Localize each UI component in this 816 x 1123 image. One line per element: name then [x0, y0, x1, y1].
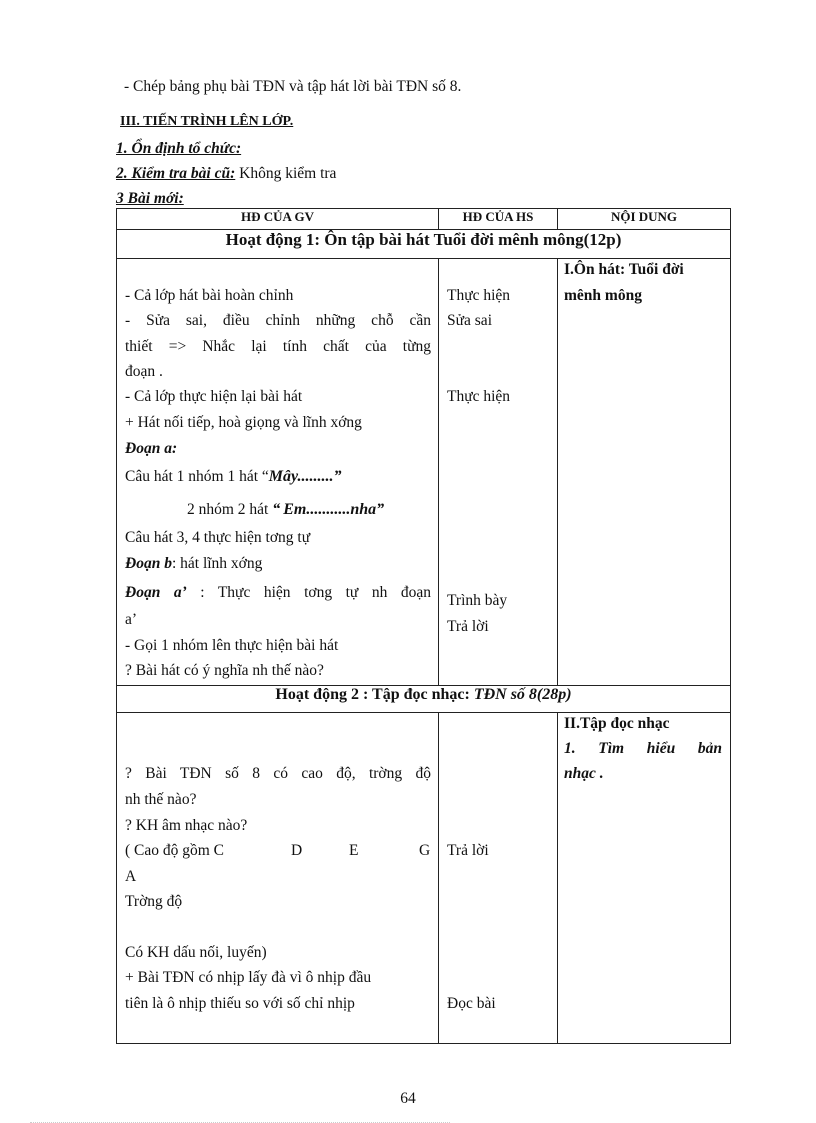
gv-line [125, 555, 262, 573]
gv-lyric: Em...........nha [283, 501, 377, 518]
gv-quote: “ [272, 501, 281, 518]
activity-2-gv-cell [117, 713, 439, 1044]
gv-note: G [419, 842, 431, 859]
activity-1-hs-cell [439, 259, 558, 686]
nd-line: 1. Tìm hiểu bản [564, 740, 722, 757]
gv-line: - Gọi 1 nhóm lên thực hiện bài hát [125, 637, 339, 654]
header-hs: HĐ CỦA HS [439, 209, 558, 230]
gv-line: ( Cao độ gồm C [125, 842, 225, 859]
hs-line: Sửa sai [447, 312, 492, 329]
gv-line: + Hát nối tiếp, hoà giọng và lĩnh xớng [125, 414, 362, 431]
activity-2-title-row [117, 686, 731, 713]
step-1-heading: 1. Ổn định tổ chức: [116, 140, 242, 157]
gv-line: thiết => Nhắc lại tính chất của từng [125, 338, 431, 355]
gv-text: : Thực hiện tơng tự nh đoạn [186, 584, 431, 601]
section-title: III. TIẾN TRÌNH LÊN LỚP. [120, 114, 294, 129]
gv-note: E [349, 842, 359, 859]
gv-quote: ” [376, 501, 385, 518]
hs-line: Thực hiện [447, 388, 511, 405]
gv-line: ? Bài TĐN số 8 có cao độ, trờng độ [125, 765, 431, 782]
gv-line: Trờng độ [125, 893, 183, 910]
gv-line: ? Bài hát có ý nghĩa nh thế nào? [125, 662, 324, 679]
nd-line: nhạc . [564, 765, 604, 782]
gv-line [125, 584, 431, 602]
gv-line [187, 501, 384, 519]
step-3-heading: 3 Bài mới: [116, 190, 184, 207]
header-gv: HĐ CỦA GV [117, 209, 439, 230]
gv-line: ? KH âm nhạc nào? [125, 817, 248, 834]
gv-line: Có KH dấu nối, luyến) [125, 944, 267, 961]
page-number: 64 [400, 1090, 416, 1107]
gv-line: + Bài TĐN có nhịp lấy đà vì ô nhịp đầu [125, 969, 372, 986]
gv-quote: ” [333, 468, 342, 485]
gv-text: 2 nhóm 2 hát [187, 501, 269, 518]
gv-line: nh thế nào? [125, 791, 197, 808]
gv-note: D [291, 842, 303, 859]
hs-line: Trình bày [447, 592, 508, 609]
nd-line: mênh mông [564, 287, 642, 304]
activity-1-nd-cell [558, 259, 731, 686]
step-2-label: 2. Kiểm tra bài cũ: [116, 165, 236, 182]
activity-2-title-italic: TĐN số 8(28p) [473, 686, 572, 703]
gv-line: Đoạn a: [125, 440, 178, 457]
gv-text: Câu hát 1 nhóm 1 hát “ [125, 468, 269, 485]
gv-line: - Cả lớp thực hiện lại bài hát [125, 388, 303, 405]
gv-lyric: Mây......... [268, 468, 334, 485]
activity-2-title [117, 686, 731, 713]
gv-label: Đoạn b [125, 555, 172, 572]
activity-2-content-row [117, 713, 731, 1044]
activity-1-content-row [117, 259, 731, 686]
hs-line: Thực hiện [447, 287, 511, 304]
activity-2-title-main: Hoạt động 2 : Tập đọc nhạc: [275, 686, 474, 703]
gv-line: Câu hát 3, 4 thực hiện tơng tự [125, 529, 311, 546]
prep-note: - Chép bảng phụ bài TĐN và tập hát lời bài TĐN số 8. [124, 78, 462, 95]
hs-line: Trả lời [447, 842, 489, 859]
activity-1-gv-cell [117, 259, 439, 686]
activity-1-title-row [117, 230, 731, 259]
gv-line: a’ [125, 611, 138, 628]
gv-line: đoạn . [125, 363, 163, 380]
step-2-text: Không kiểm tra [235, 165, 337, 182]
activity-2-nd-cell [558, 713, 731, 1044]
nd-line: II.Tập đọc nhạc [564, 715, 670, 732]
hs-line: Trả lời [447, 618, 489, 635]
gv-line: tiên là ô nhịp thiếu so với số chỉ nhịp [125, 995, 355, 1012]
gv-note: A [125, 868, 137, 885]
lesson-table [116, 208, 731, 1044]
header-nd: NỘI DUNG [558, 209, 731, 230]
step-2-heading [116, 165, 336, 183]
hs-line: Đọc bài [447, 995, 496, 1012]
nd-line: I.Ôn hát: Tuổi đời [564, 261, 684, 278]
gv-line: - Sửa sai, điều chỉnh những chỗ cần [125, 312, 431, 329]
table-header-row [117, 209, 731, 230]
activity-1-title: Hoạt động 1: Ôn tập bài hát Tuổi đời mênh mông(12p) [117, 230, 731, 259]
gv-label: Đoạn a’ [125, 584, 187, 601]
gv-line [125, 468, 342, 486]
gv-text: : hát lĩnh xớng [171, 555, 263, 572]
gv-line: - Cả lớp hát bài hoàn chỉnh [125, 287, 294, 304]
activity-2-hs-cell [439, 713, 558, 1044]
